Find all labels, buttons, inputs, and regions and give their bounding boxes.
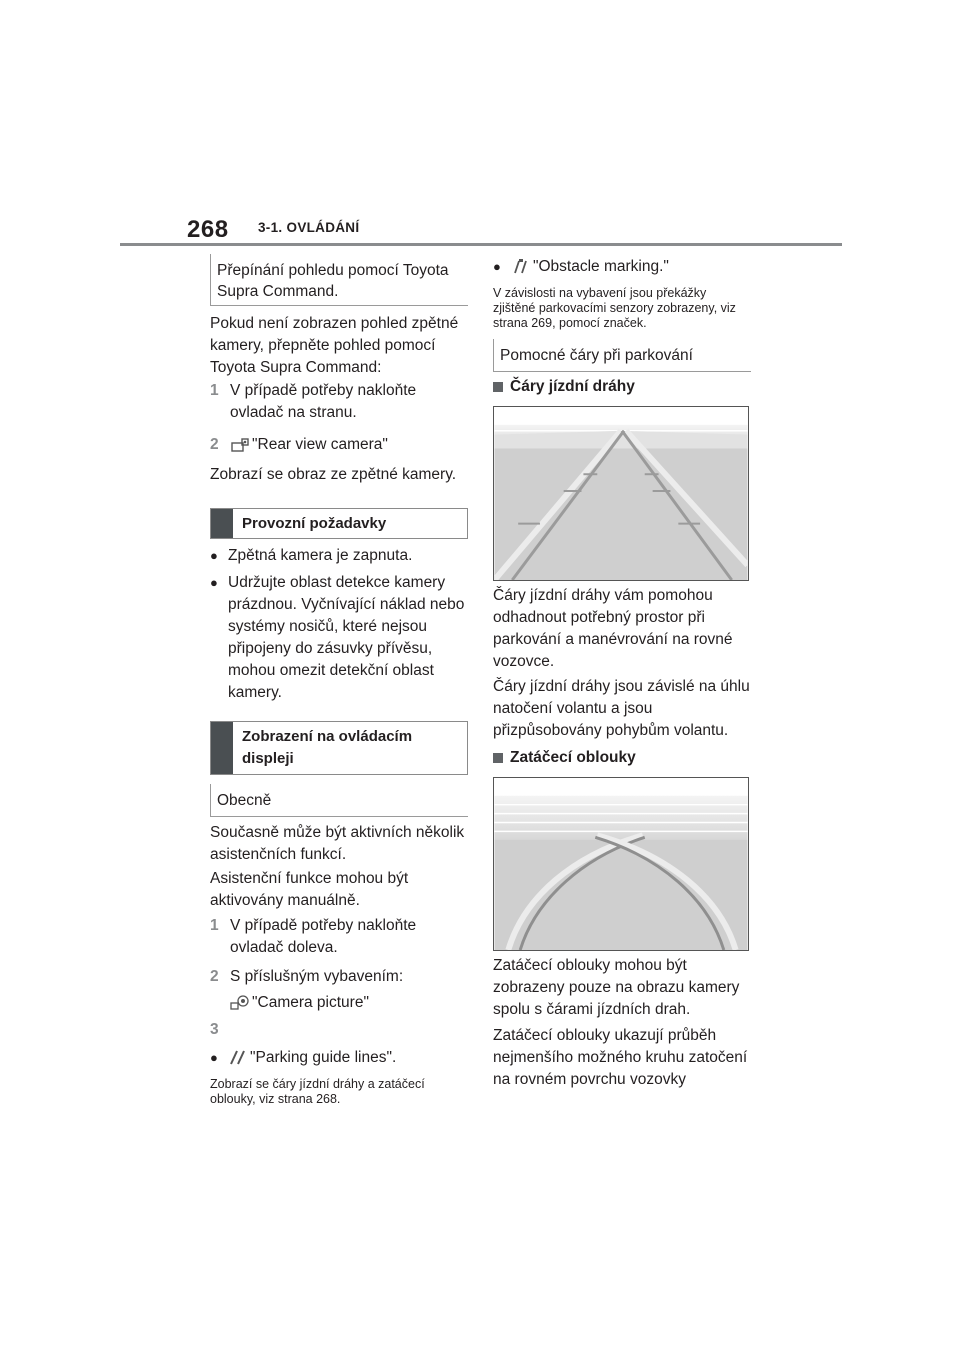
step-text: "Camera picture" xyxy=(252,994,369,1011)
paragraph-lanes-help: Čáry jízdní dráhy vám pomohou odhadnout potřebný prostor při parkování a manévrování na rovné vozovce. xyxy=(493,587,733,670)
bullet-parking-guide-lines xyxy=(210,1047,468,1069)
step-number: 3 xyxy=(210,1021,219,1038)
camera-image-lane-lines xyxy=(493,406,749,581)
paragraph-intro: Pokud není zobrazen pohled zpětné kamery, přepněte pohled pomocí Toyota Supra Command: xyxy=(210,315,459,376)
paragraph-lanes-steering: Čáry jízdní dráhy jsou závislé na úhlu natočení volantu a jsou přizpůsobovány pohybům volantu. xyxy=(493,678,750,739)
subheading-box-general: Obecně xyxy=(210,784,468,817)
step-three xyxy=(210,1019,468,1041)
step-number: 2 xyxy=(210,436,219,453)
step-camera-picture xyxy=(230,992,468,1014)
bullet-text: Zpětná kamera je zapnuta. xyxy=(228,547,413,564)
bullet-camera-on xyxy=(210,545,468,567)
heading-square-bullet xyxy=(493,382,503,392)
subheading-box-parking-lines: Pomocné čáry při parkování xyxy=(493,339,751,372)
bullet-dot: ● xyxy=(210,548,218,563)
paragraph-several-functions: Současně může být aktivních několik asistenčních funkcí. xyxy=(210,824,465,863)
heading-box-requirements xyxy=(210,508,468,539)
bullet-text: Udržujte oblast detekce kamery prázdnou. Vyčnívající náklad nebo systémy nosičů, které nejsou připojeny do zásuvky přívěsu, mohou omezit detekční oblast kamery. xyxy=(228,574,465,701)
note-obstacles: V závislosti na vybavení jsou překážky zjištěné parkovacími senzory zobrazeny, viz strana 269, pomocí značek. xyxy=(493,286,736,330)
heading-text: Provozní požadavky xyxy=(242,515,387,532)
bullet-dot: ● xyxy=(493,259,501,274)
paragraph-camera-shown: Zobrazí se obraz ze zpětné kamery. xyxy=(210,466,457,483)
heading-text: Zatáčecí oblouky xyxy=(510,749,636,766)
step-tilt-side xyxy=(210,380,468,424)
heading-text: Zobrazení na ovládacím displeji xyxy=(242,728,413,767)
step-equipment xyxy=(210,966,468,988)
subheading-box-switch-view: Přepínání pohledu pomocí Toyota Supra Command. xyxy=(210,254,468,306)
paragraph-manual-activation: Asistenční funkce mohou být aktivovány manuálně. xyxy=(210,870,409,909)
bullet-obstacle-marking xyxy=(493,256,751,278)
parking-lines-icon xyxy=(228,1049,248,1065)
heading-accent-bar xyxy=(211,509,233,538)
step-tilt-left xyxy=(210,915,468,959)
camera-picture-icon xyxy=(230,994,250,1010)
step-text: V případě potřeby nakloňte ovladač doleva. xyxy=(230,917,417,956)
camera-icon xyxy=(230,436,250,452)
heading-text: Čáry jízdní dráhy xyxy=(510,378,635,395)
heading-square-bullet xyxy=(493,753,503,763)
bullet-keep-clear xyxy=(210,572,468,704)
bullet-dot: ● xyxy=(210,575,218,590)
step-number: 2 xyxy=(210,968,219,985)
heading-turning-arcs xyxy=(493,749,751,767)
step-text: "Rear view camera" xyxy=(252,436,388,453)
obstacle-marking-icon xyxy=(511,258,531,274)
bullet-text: "Obstacle marking." xyxy=(533,258,669,275)
section-title: 3-1. OVLÁDÁNÍ xyxy=(258,220,360,235)
header-rule xyxy=(120,243,842,246)
heading-lane-lines xyxy=(493,378,751,396)
step-text: S příslušným vybavením: xyxy=(230,968,404,985)
paragraph-arcs-shown: Zatáčecí oblouky mohou být zobrazeny pouze na obrazu kamery spolu s čárami jízdních drah. xyxy=(493,957,740,1018)
step-rear-view xyxy=(210,434,468,456)
step-number: 1 xyxy=(210,917,219,934)
bullet-text: "Parking guide lines". xyxy=(250,1049,397,1066)
camera-image-turning-arcs xyxy=(493,777,749,951)
heading-box-display xyxy=(210,721,468,775)
step-number: 1 xyxy=(210,382,219,399)
note-lanes-arcs: Zobrazí se čáry jízdní dráhy a zatáčecí oblouky, viz strana 268. xyxy=(210,1077,425,1106)
bullet-dot: ● xyxy=(210,1050,218,1065)
page-number: 268 xyxy=(187,216,229,243)
heading-accent-bar xyxy=(211,722,233,774)
paragraph-arcs-circle: Zatáčecí oblouky ukazují průběh nejmenšího možného kruhu zatočení na rovném povrchu vozovky xyxy=(493,1027,748,1088)
step-text: V případě potřeby nakloňte ovladač na stranu. xyxy=(230,382,417,421)
